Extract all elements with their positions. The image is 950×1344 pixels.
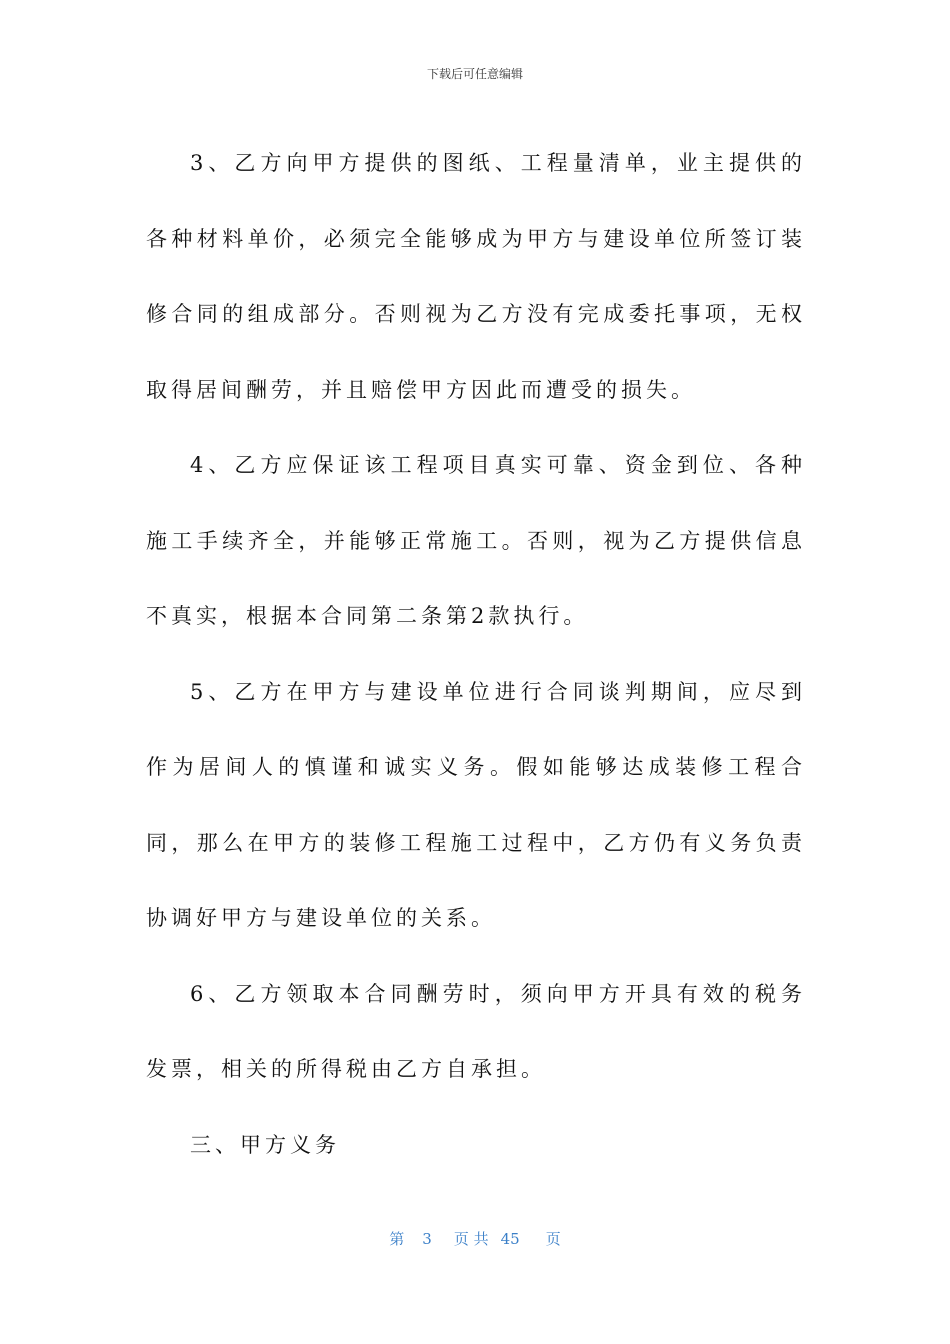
footer-page-suffix: 页 xyxy=(545,1230,561,1248)
document-body xyxy=(146,126,806,1183)
paragraph-clause-3: 3、乙方向甲方提供的图纸、工程量清单，业主提供的各种材料单价，必须完全能够成为甲方与建设单位所签订装修合同的组成部分。否则视为乙方没有完成委托事项，无权取得居间酬劳，并且赔偿甲方因此而遭受的损失。 xyxy=(146,151,806,402)
footer-total-pages: 45 xyxy=(500,1230,520,1248)
page-footer xyxy=(0,1229,950,1249)
header-text: 下载后可任意编辑 xyxy=(426,67,523,81)
section-heading-party-a-obligations: 三、甲方义务 xyxy=(190,1132,340,1157)
paragraph-clause-5: 5、乙方在甲方与建设单位进行合同谈判期间，应尽到作为居间人的慎谨和诚实义务。假如能够达成装修工程合同，那么在甲方的装修工程施工过程中，乙方仍有义务负责协调好甲方与建设单位的关系。 xyxy=(146,679,806,930)
footer-current-page: 3 xyxy=(422,1230,432,1248)
paragraph-clause-4: 4、乙方应保证该工程项目真实可靠、资金到位、各种施工手续齐全，并能够正常施工。否则，视为乙方提供信息不真实，根据本合同第二条第2款执行。 xyxy=(146,453,806,628)
page-header xyxy=(0,66,950,82)
paragraph-clause-6: 6、乙方领取本合同酬劳时，须向甲方开具有效的税务发票，相关的所得税由乙方自承担。 xyxy=(146,981,806,1081)
footer-page-prefix: 第 xyxy=(389,1230,405,1248)
footer-page-mid: 页 共 xyxy=(453,1230,489,1248)
